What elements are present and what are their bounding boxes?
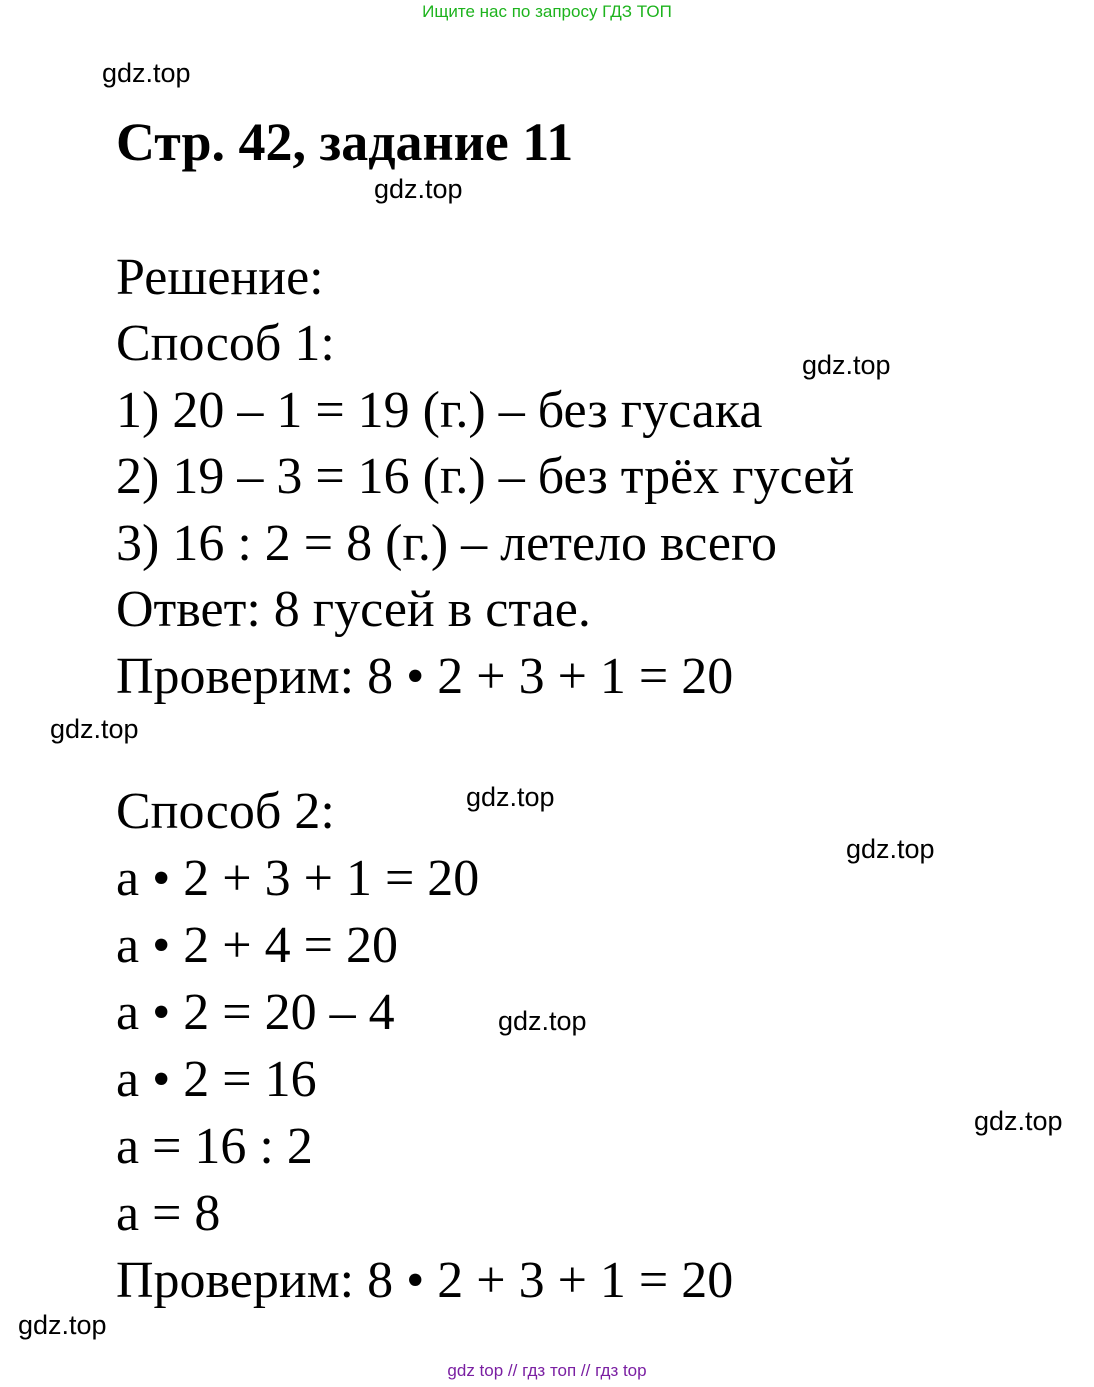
watermark: gdz.top [102,58,191,88]
method2-step: а • 2 + 3 + 1 = 20 [116,850,480,907]
method1-label: Способ 1: [116,315,335,372]
method1-step: 2) 19 – 3 = 16 (г.) – без трёх гусей [116,448,855,505]
method2-step: а = 16 : 2 [116,1118,313,1175]
watermark: gdz.top [18,1310,107,1340]
watermark: gdz.top [374,174,463,204]
watermark: gdz.top [466,782,555,812]
watermark: gdz.top [974,1106,1063,1136]
watermark: gdz.top [498,1006,587,1036]
footer-links: gdz top // гдз топ // гдз top [447,1361,647,1380]
method2-label: Способ 2: [116,783,335,840]
search-banner: Ищите нас по запросу ГДЗ ТОП [422,2,672,21]
method2-step: а = 8 [116,1185,221,1242]
method1-check: Проверим: 8 • 2 + 3 + 1 = 20 [116,648,734,705]
method2-check: Проверим: 8 • 2 + 3 + 1 = 20 [116,1252,734,1309]
method2-step: а • 2 = 20 – 4 [116,984,395,1041]
watermark: gdz.top [802,350,891,380]
watermark: gdz.top [50,714,139,744]
page-title: Стр. 42, задание 11 [116,112,574,172]
solution-label: Решение: [116,249,324,306]
method1-step: 1) 20 – 1 = 19 (г.) – без гусака [116,382,763,439]
method2-step: а • 2 = 16 [116,1051,317,1108]
method1-answer: Ответ: 8 гусей в стае. [116,581,591,638]
method1-step: 3) 16 : 2 = 8 (г.) – летело всего [116,515,778,572]
watermark: gdz.top [846,834,935,864]
method2-step: а • 2 + 4 = 20 [116,917,398,974]
